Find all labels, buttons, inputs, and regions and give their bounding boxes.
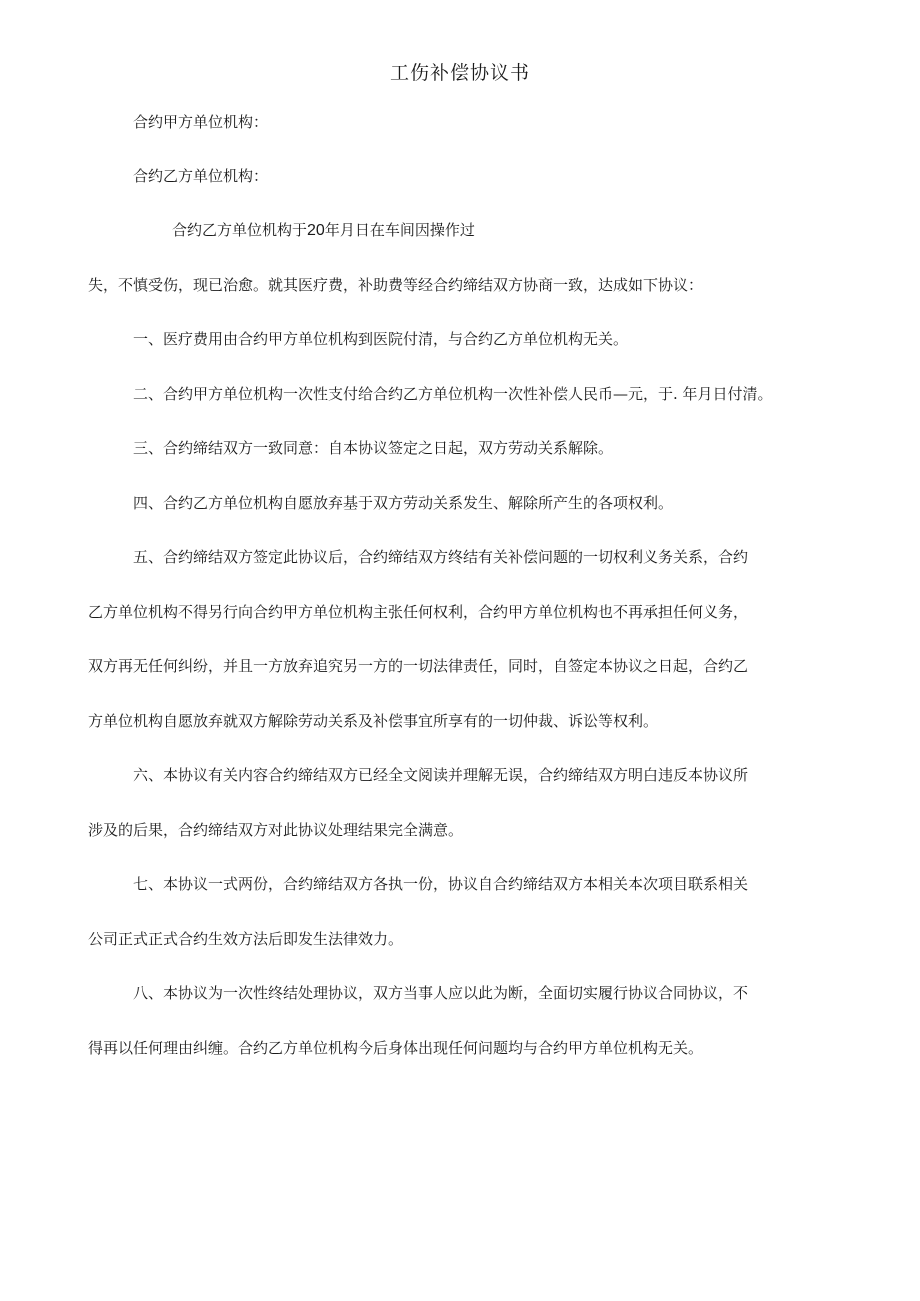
- document-title: 工伤补偿协议书: [389, 62, 530, 84]
- clause-5-line-1: 五、合约缔结双方签定此协议后，合约缔结双方终结有关补偿问题的一切权利义务关系，合约: [133, 548, 749, 566]
- intro-prefix: 合约乙方单位机构于: [172, 221, 308, 239]
- intro-suffix: 年月日在车间因操作过: [324, 221, 475, 239]
- clause-6-line-2: 涉及的后果，合约缔结双方对此协议处理结果完全满意。: [88, 821, 464, 839]
- party-a-label: 合约甲方单位机构：: [133, 113, 269, 131]
- clause-4: 四、合约乙方单位机构自愿放弃基于双方劳动关系发生、解除所产生的各项权利。: [133, 494, 674, 512]
- intro-year: 20: [307, 222, 325, 239]
- intro-continuation: 失，不慎受伤，现已治愈。就其医疗费，补助费等经合约缔结双方协商一致，达成如下协议：: [88, 276, 704, 294]
- clause-7-line-1: 七、本协议一式两份，合约缔结双方各执一份，协议自合约缔结双方本相关本次项目联系相关: [133, 875, 749, 893]
- clause-8-line-1: 八、本协议为一次性终结处理协议，双方当事人应以此为断，全面切实履行协议合同协议，不: [133, 984, 749, 1002]
- clause-5-line-4: 方单位机构自愿放弃就双方解除劳动关系及补偿事宜所享有的一切仲裁、诉讼等权利。: [88, 712, 659, 730]
- clause-1: 一、医疗费用由合约甲方单位机构到医院付清，与合约乙方单位机构无关。: [133, 330, 629, 348]
- clause-8-line-2: 得再以任何理由纠缠。合约乙方单位机构今后身体出现任何问题均与合约甲方单位机构无关。: [88, 1039, 704, 1057]
- clause-5-line-3: 双方再无任何纠纷，并且一方放弃追究另一方的一切法律责任，同时，自签定本协议之日起，合约乙: [88, 657, 749, 675]
- clause-2: 二、合约甲方单位机构一次性支付给合约乙方单位机构一次性补偿人民币—元，于. 年月日付清。: [133, 385, 773, 403]
- clause-6-line-1: 六、本协议有关内容合约缔结双方已经全文阅读并理解无误，合约缔结双方明白违反本协议所: [133, 766, 749, 784]
- clause-7-line-2: 公司正式正式合约生效方法后即发生法律效力。: [88, 930, 404, 948]
- party-b-label: 合约乙方单位机构：: [133, 167, 269, 185]
- clause-3: 三、合约缔结双方一致同意：自本协议签定之日起，双方劳动关系解除。: [133, 439, 614, 457]
- intro-line: [172, 220, 475, 241]
- clause-5-line-2: 乙方单位机构不得另行向合约甲方单位机构主张任何权利，合约甲方单位机构也不再承担任何义务，: [88, 603, 749, 621]
